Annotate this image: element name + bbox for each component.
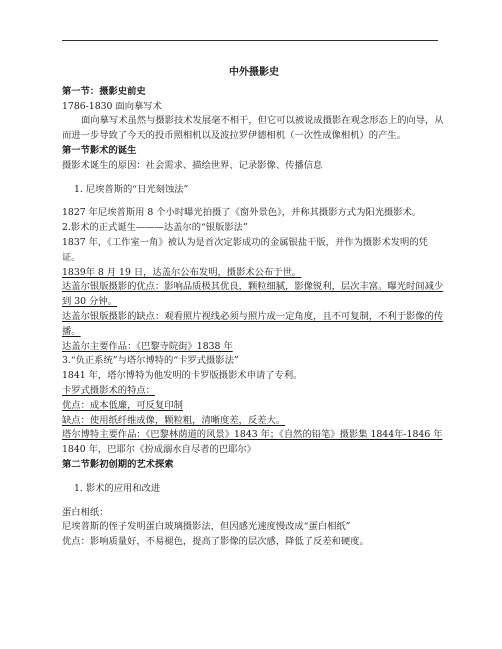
item2-work: 达盖尔主要作品：《巴黎寺院街》1838 年 bbox=[62, 340, 233, 352]
item3-works: 塔尔博特主要作品：《巴黎林荫道的风景》1843 年；《自然的铅笔》摄影集 1844年-1846 年 bbox=[62, 429, 443, 441]
header-rule bbox=[62, 40, 438, 41]
section3-subheading: 蛋白相纸： bbox=[62, 506, 109, 518]
item3-pros: 优点：成本低廉，可反复印制 bbox=[62, 399, 183, 411]
section2-reasons: 摄影术诞生的原因：社会需求、描绘世界、记录影像、传播信息 bbox=[62, 159, 323, 171]
item2-date: 1839年 8 月 19 日，达盖尔公布发明，摄影术公布于世。 bbox=[62, 266, 302, 278]
item2-pros: 达盖尔银版摄影的优点：影响品质极其优良，颗粒细腻，影像锐利，层次丰富。曝光时间减少到 30 分钟。 bbox=[62, 281, 444, 308]
list-item-3: 3.“负正系统”与塔尔博特的“卡罗式摄影法” bbox=[62, 355, 239, 367]
item2-body: 1837 年，《工作室一角》被认为是首次定影成功的金属银盐干版，并作为摄影术发明的凭证。 bbox=[62, 236, 428, 263]
section1-years: 1786-1830 面向摹写术 bbox=[62, 100, 162, 112]
list-item-2: 2.影术的正式诞生———达盖尔的“银版影法” bbox=[62, 222, 248, 234]
section-heading-3: 第二节影初创期的艺术探索 bbox=[62, 458, 174, 470]
item3-features: 卡罗式摄影术的特点： bbox=[62, 384, 155, 396]
list-item-1: 1. 尼埃普斯的“日光刻蚀法” bbox=[74, 183, 189, 195]
item1-body: 1827 年尼埃普斯用 8 个小时曝光拍摄了《窗外景色》，并称其摄影方式为阳光摄影术。 bbox=[62, 207, 422, 219]
item2-cons: 达盖尔银版摄影的缺点：观看照片视线必须与照片成一定角度，且不可复制，不利于影像的传播。 bbox=[62, 310, 444, 337]
item3-bayard: 1840 年，巴耶尔《扮成溺水自尽者的巴耶尔》 bbox=[62, 444, 256, 456]
page-title: 中外摄影史 bbox=[229, 67, 279, 78]
section3-pros: 优点：影响质量好，不易褪色，提高了影像的层次感，降低了反差和硬度。 bbox=[62, 536, 369, 548]
item3-cons: 缺点：使用纸纤维成像，颗粒粗，清晰度差，反差大。 bbox=[62, 414, 286, 426]
document-body bbox=[62, 60, 446, 550]
item3-body: 1841 年，塔尔博特为他发明的卡罗版摄影术申请了专利。 bbox=[62, 370, 303, 382]
section1-body: 面向摹写术虽然与摄影技术发展毫不相干，但它可以被说成摄影在观念形态上的向导，从而进一步导致了今天的投币照相机以及波拉罗伊德相机（一次性成像相机）的产生。 bbox=[62, 115, 444, 142]
section-heading-2: 第一节影术的诞生 bbox=[62, 144, 137, 156]
section3-body: 尼埃普斯的侄子发明蛋白玻璃摄影法，但因感光速度慢改成“蛋白相纸” bbox=[62, 521, 351, 533]
section-heading-1: 第一节：摄影史前史 bbox=[62, 85, 146, 97]
section3-list-item-1: 1. 影术的应用和改进 bbox=[74, 482, 161, 494]
